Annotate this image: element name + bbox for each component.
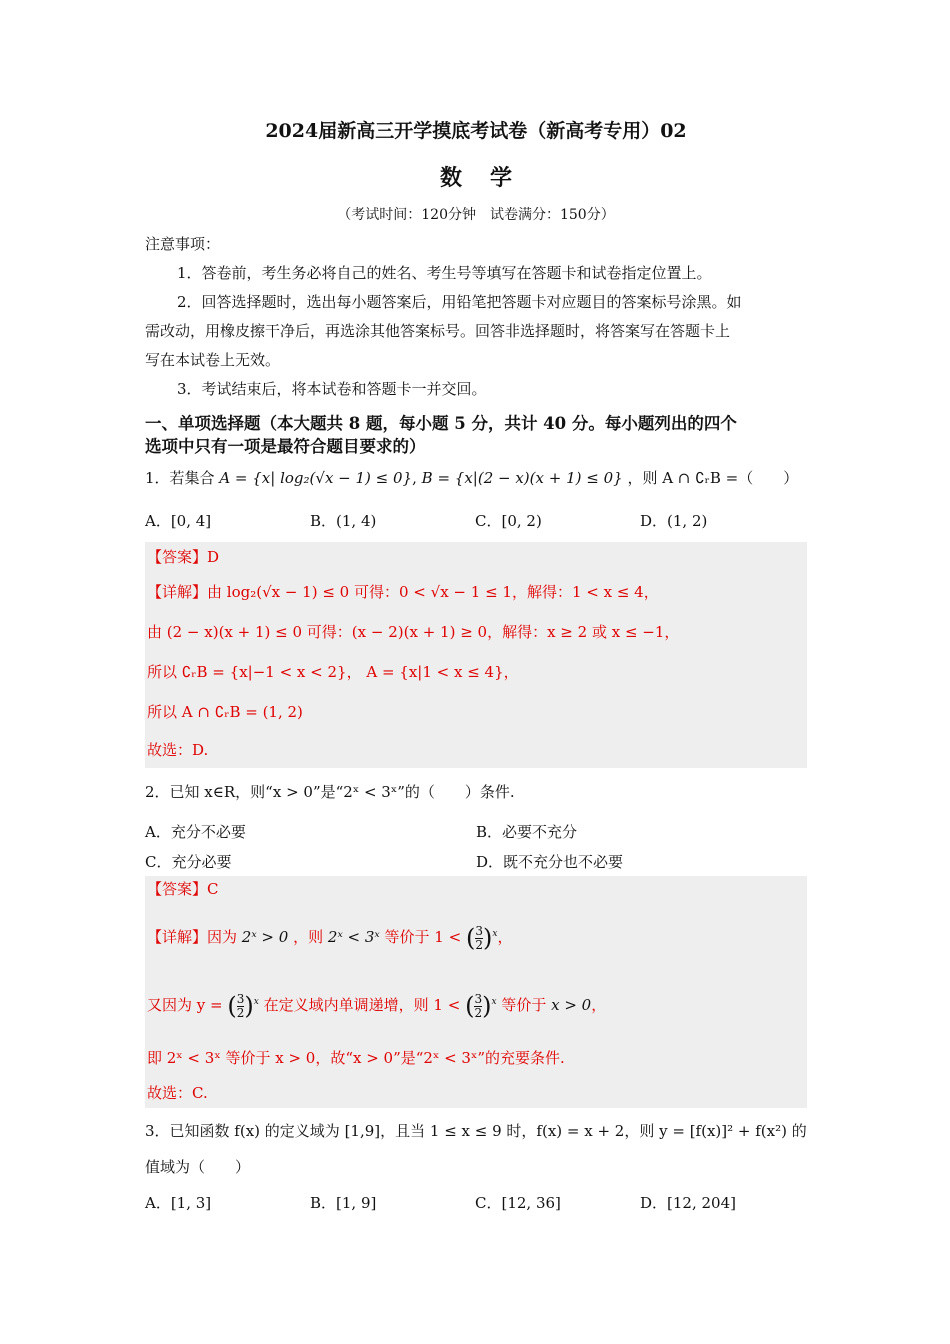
q2-expr-2: 2ˣ < 3ˣ (327, 928, 380, 946)
question-2-solution (145, 876, 807, 1108)
q2-expr-3: x > 0 (551, 996, 592, 1014)
q2-expr-1: 2ˣ > 0 (241, 928, 289, 946)
time-info: （考试时间：120分钟 试卷满分：150分） (337, 207, 615, 223)
q1-detail-1: 【详解】由 log₂(√x − 1) ≤ 0 可得：0 < √x − 1 ≤ 1，解得：1 < x ≤ 4， (147, 583, 659, 601)
q2-option-d[interactable]: D．既不充分也不必要 (476, 852, 624, 871)
notice-item-3: 3．考试结束后，将本试卷和答题卡一并交回。 (177, 380, 487, 398)
section-heading-line2: 选项中只有一项是最符合题目要求的） (145, 437, 426, 456)
notice-heading: 注意事项： (145, 235, 221, 253)
question-3-stem: 3．已知函数 f(x) 的定义域为 [1,9]，且当 1 ≤ x ≤ 9 时，f(x) = x + 2，则 y = [f(x)]² + f(x²) 的 (145, 1122, 807, 1140)
q1-detail-2: 由 (2 − x)(x + 1) ≤ 0 可得：(x − 2)(x + 1) ≥ 0，解得：x ≥ 2 或 x ≤ −1， (147, 623, 680, 641)
q1-option-c[interactable]: C．[0, 2) (475, 511, 542, 530)
q2-detail-3: 即 2ˣ < 3ˣ 等价于 x > 0，故“x > 0”是“2ˣ < 3ˣ”的充要条件. (147, 1049, 565, 1067)
q1-option-b[interactable]: B．(1, 4) (310, 511, 377, 530)
question-2-stem: 2．已知 x∈R，则“x > 0”是“2ˣ < 3ˣ”的（ ）条件. (145, 783, 515, 801)
question-1-stem: 1．若集合 A = {x| log₂(√x − 1) ≤ 0}, B = {x|(2 − x)(x + 1) ≤ 0} ，则 A ∩ ∁ᵣB =（ ） (145, 469, 799, 487)
notice-item-2-end: 写在本试卷上无效。 (145, 351, 281, 369)
q1-prefix: 1．若集合 (145, 469, 215, 487)
section-heading-line1: 一、单项选择题（本大题共 8 题，每小题 5 分，共计 40 分。每小题列出的四个 (145, 414, 737, 433)
notice-item-2: 2．回答选择题时，选出每小题答案后，用铅笔把答题卡对应题目的答案标号涂黑。如 (177, 293, 742, 311)
q1-detail-3: 所以 ∁ᵣB = {x|−1 < x < 2}， A = {x|1 < x ≤ 4}， (147, 663, 519, 681)
question-3-stem-cont: 值域为（ ） (145, 1158, 251, 1176)
q2-option-b[interactable]: B．必要不充分 (476, 822, 578, 841)
question-1-options (145, 498, 807, 542)
question-3-options (145, 1180, 807, 1224)
q2-fraction-3: $\frac{3}{2}$ (474, 991, 483, 1020)
subject-title: 数学 (439, 165, 540, 191)
q2-option-a[interactable]: A．充分不必要 (145, 822, 246, 841)
question-1-solution (145, 542, 807, 768)
exam-title: 2024届新高三开学摸底考试卷（新高考专用）02 (265, 120, 687, 142)
q3-option-b[interactable]: B．[1, 9] (310, 1193, 377, 1212)
notice-block (145, 230, 807, 404)
q2-detail-4: 故选：C. (147, 1084, 208, 1102)
q1-detail-5: 故选：D. (147, 741, 209, 759)
q2-option-c[interactable]: C．充分必要 (145, 852, 232, 871)
exam-page (145, 110, 807, 1224)
q1-option-a[interactable]: A．[0, 4] (145, 511, 212, 530)
question-2-options-row1 (145, 816, 807, 846)
notice-item-1: 1．答卷前，考生务必将自己的姓名、考生号等填写在答题卡和试卷指定位置上。 (177, 264, 712, 282)
q1-answer: 【答案】D (147, 548, 220, 566)
q2-detail-2: 又因为 y = ( $\frac{3}{2}$ )$^x$ 在定义域内单调递增，则 1 < ( $\frac{3}{2}$ )$^x$ 等价于 x > 0， (147, 991, 607, 1020)
q2-detail-1: 【详解】因为 2ˣ > 0 ，则 2ˣ < 3ˣ 等价于 1 < ( $\frac{3}{2}$ )$^x$， (147, 923, 513, 952)
question-2-options-row2 (145, 846, 807, 876)
q1-option-d[interactable]: D．(1, 2) (640, 511, 708, 530)
q1-set-b: B = {x|(2 − x)(x + 1) ≤ 0} (421, 469, 623, 487)
q1-detail-4: 所以 A ∩ ∁ᵣB = (1, 2) (147, 703, 303, 721)
q2-fraction-1: $\frac{3}{2}$ (475, 923, 483, 952)
q1-set-a: A = {x| log₂(√x − 1) ≤ 0} (219, 469, 413, 487)
q2-answer: 【答案】C (147, 880, 219, 898)
q3-option-c[interactable]: C．[12, 36] (475, 1193, 561, 1212)
q3-option-d[interactable]: D．[12, 204] (640, 1193, 736, 1212)
q2-fraction-2: $\frac{3}{2}$ (236, 991, 245, 1020)
q1-suffix: ，则 A ∩ ∁ᵣB =（ ） (627, 469, 799, 487)
notice-item-2-cont: 需改动，用橡皮擦干净后，再选涂其他答案标号。回答非选择题时，将答案写在答题卡上 (145, 322, 731, 340)
q3-option-a[interactable]: A．[1, 3] (145, 1193, 212, 1212)
